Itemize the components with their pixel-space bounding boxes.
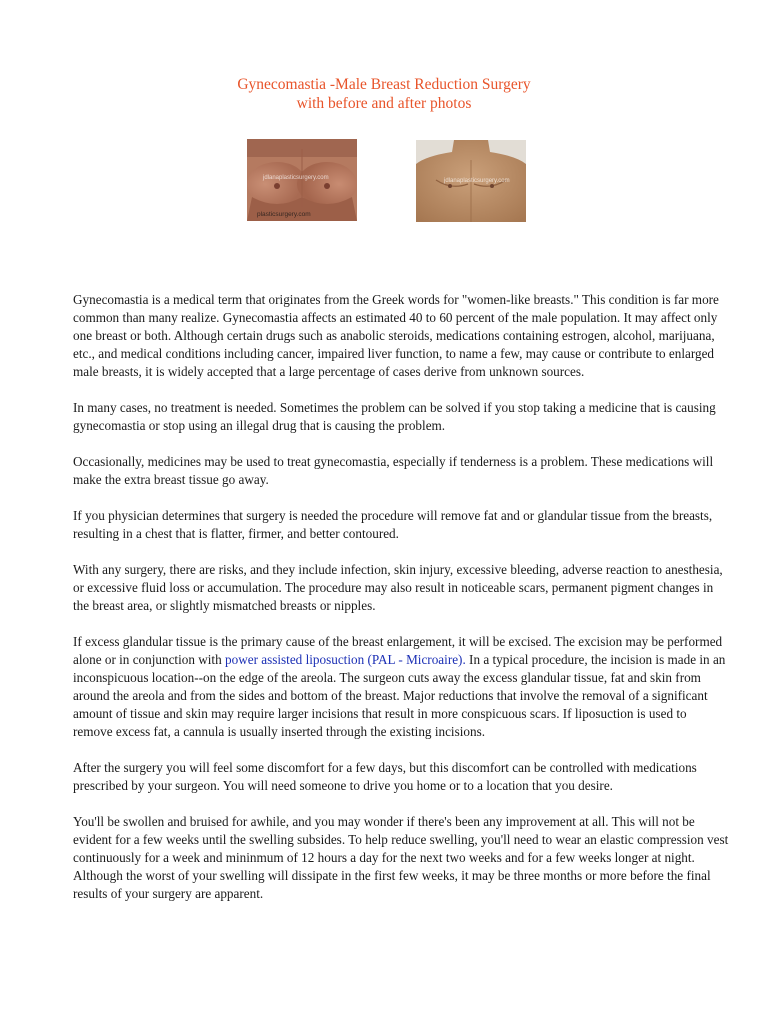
before-photo xyxy=(247,139,357,221)
paragraph-6-text-after: In a typical procedure, the incision is made in an inconspicuous location--on the edge of the areola. The surgeon cuts away the excess glandular tissue, fat and skin from around the areola and from the sides and bottom of the breast. Major reductions that involve the removal of a significant amount of tissue and skin may require larger incisions that result in more conspicuous scars. If liposuction is used to remove excess fat, a cannula is usually inserted through the existing incisions. xyxy=(73,652,726,739)
paragraph-8: You'll be swollen and bruised for awhile, and you may wonder if there's been any improvement at all. This will not be evident for a few weeks until the swelling subsides. To help reduce swelling, you'll need to wear an elastic compression vest continuously for a week and mininmum of 12 hours a day for the next two weeks and for a few weeks longer at night. Although the worst of your swelling will dissipate in the first few weeks, it may be three months or more before the final results of your surgery are apparent. xyxy=(73,814,729,901)
page-title xyxy=(0,75,768,113)
paragraph-6-text-before: If excess glandular tissue is the primary cause of the breast enlargement, it will be excised. The excision may be performed alone or in conjunction with xyxy=(73,634,723,667)
before-photo-watermark: jdlanaplasticsurgery.com xyxy=(263,175,329,181)
paragraph-5: With any surgery, there are risks, and they include infection, skin injury, excessive bleeding, adverse reaction to anesthesia, or excessive fluid loss or accumulation. The procedure may also result in noticeable scars, permanent pigment changes in the breast area, or slightly mismatched breasts or nipples. xyxy=(73,562,723,613)
title-line-1: Gynecomastia -Male Breast Reduction Surgery xyxy=(237,76,531,93)
after-photo-watermark: jdlanaplasticsurgery.com xyxy=(444,178,510,184)
title-line-2: with before and after photos xyxy=(296,95,472,112)
paragraph-4: If you physician determines that surgery is needed the procedure will remove fat and or glandular tissue from the breasts, resulting in a chest that is flatter, firmer, and better contoured. xyxy=(73,508,713,541)
paragraph-2: In many cases, no treatment is needed. Sometimes the problem can be solved if you stop taking a medicine that is causing gynecomastia or stop using an illegal drug that is causing the problem. xyxy=(73,400,716,433)
after-photo xyxy=(416,140,526,222)
paragraph-1: Gynecomastia is a medical term that originates from the Greek words for "women-like breasts." This condition is far more common than many realize. Gynecomastia affects an estimated 40 to 60 percent of the male population. It may affect only one breast or both. Although certain drugs such as anabolic steroids, medications containing estrogen, alcohol, marijuana, etc., and medical conditions including cancer, impaired liver function, to name a few, may cause or contribute to enlarged male breasts, it is widely accepted that a large percentage of cases derive from unknown sources. xyxy=(73,292,719,379)
before-photo-caption: plasticsurgery.com xyxy=(257,211,311,218)
pal-liposuction-link[interactable]: power assisted liposuction (PAL - Microaire). xyxy=(225,652,466,667)
paragraph-7: After the surgery you will feel some discomfort for a few days, but this discomfort can be controlled with medications prescribed by your surgeon. You will need someone to drive you home or to a location that you desire. xyxy=(73,760,697,793)
paragraph-6 xyxy=(73,633,729,741)
paragraph-3: Occasionally, medicines may be used to treat gynecomastia, especially if tenderness is a problem. These medications will make the extra breast tissue go away. xyxy=(73,454,714,487)
article-body xyxy=(73,291,729,921)
